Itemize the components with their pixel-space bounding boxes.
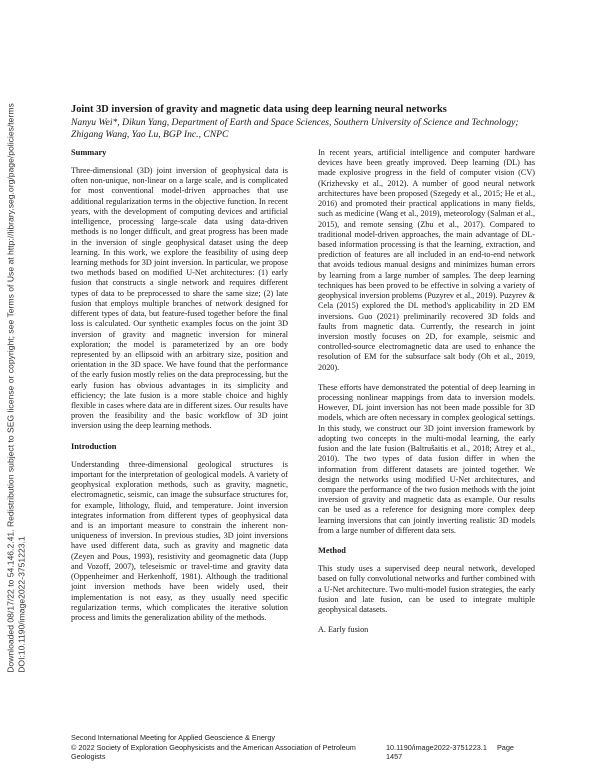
- left-column: [71, 148, 288, 633]
- download-doi-line: DOI:10.1190/image2022-3751223.1: [16, 536, 26, 673]
- paper-authors: Nanyu Wei*, Dikun Yang, Department of Earth and Space Sciences, Southern University of Science and Technology; Zhigang Wang, Yao Lu, BGP Inc., CNPC: [71, 117, 519, 141]
- download-license-line: Downloaded 08/17/22 to 54.146.2.41. Redistribution subject to SEG license or copyright; see Terms of Use at http://library.seg.org/page/policies/terms: [5, 103, 16, 673]
- download-sidebar: [3, 0, 29, 776]
- intro-paragraph-2: In recent years, artificial intelligence and computer hardware devices have been greatly improved. Deep learning (DL) has made explosive progress in the field of computer vision (CV) (Krizhevsky et al., 2012). A number of good neural network architectures have been proposed (Szegedy et al., 2015; He et al., 2016) and promoted their practical applications in many fields, such as medicine (Wang et al., 2019), meteorology (Salman et al., 2015), and remote sensing (Zhu et al., 2017). Compared to traditional model-driven approaches, the main advantage of DL-based information processing is that the learning, extraction, and prediction of features are all included in an end-to-end network that avoids tedious manual designs and minimizes human errors by learning from a large number of samples. The deep learning techniques has been proved to be effective in solving a variety of geophysical inversion problems (Puzyrev et al., 2019). Puzyrev & Cela (2015) explored the DL method's applicability in 2D EM inversions. Guo (2021) preliminarily recovered 3D folds and faults from magnetic data. Currently, the research in joint inversion mostly focuses on 2D, for example, seismic and controlled-source electromagnetic data are used to enhance the resolution of EM for the subsurface salt body (Oh et al., 2019, 2020).: [318, 148, 535, 372]
- intro-paragraph-3: These efforts have demonstrated the potential of deep learning in processing nonlinear mappings from data to inversion models. However, DL joint inversion has not been made possible for 3D models, which are often necessary in complex geological settings. In this study, we construct our 3D joint inversion framework by adopting two concepts in the multi-modal learning, the early fusion and the late fusion (Baltrušaitis et al., 2018; Atrey et al., 2010). The two types of data fusion differ in when the information from different datasets are jointed together. We design the networks using modified U-Net architectures, and compare the performance of the two fusion methods with the joint inversion of gravity and magnetic data as example. Our results can be used as a reference for designing more complex deep learning inversions that can jointly inverting realistic 3D models from a large number of different data sets.: [318, 382, 535, 535]
- page-footer: [71, 733, 533, 762]
- early-fusion-subheading: A. Early fusion: [318, 625, 369, 635]
- introduction-paragraph: Understanding three-dimensional geological structures is important for the interpretation of geological models. A variety of geophysical exploration methods, such as gravity, magnetic, electromagnetic, seismic, can image the subsurface structures for, for example, lithology, fluid, and temperature. Joint inversion integrates information from different types of geophysical data and is an important measure to constrain the inherent non-uniqueness of inversion. In previous studies, 3D joint inversions have used different data, such as gravity and magnetic data (Zeyen and Pous, 1993), resistivity and geomagnetic data (Jupp and Vozoff, 2007), teleseismic or travel-time and gravity data (Oppenheimer and Herkenhoff, 1981). Although the traditional joint inversion methods have been widely used, their implementation is not easy, as they usually need specific regularization terms, which complicates the iterative solution process and limits the generalization ability of the methods.: [71, 459, 288, 622]
- page-number: 1457: [386, 752, 403, 762]
- method-paragraph: This study uses a supervised deep neural network, developed based on fully convolutional networks and further combined with a U-Net architecture. Two multi-model fusion strategies, the early fusion and late fusion, can be used to integrate multiple geophysical datasets.: [318, 564, 535, 614]
- summary-heading: Summary: [71, 148, 107, 157]
- paper-title: Joint 3D inversion of gravity and magnetic data using deep learning neural networks: [71, 104, 447, 115]
- summary-paragraph: Three-dimensional (3D) joint inversion of geophysical data is often non-unique, non-linear on a large scale, and is complicated for most conventional model-driven approaches that use additional regularization terms in the objective function. In recent years, with the development of computing devices and artificial intelligence, processing large-scale data using data-driven methods is no longer difficult, and great progress has been made in the inversion of single geophysical dataset using the deep learning. In this work, we explore the feasibility of using deep learning methods for 3D joint inversion. In particular, we propose two methods based on modified U-Net architectures: (1) early fusion that constructs a single network and requires different types of data to be preprocessed to share the same size; (2) late fusion that employs multiple branches of network designed for different types of data, but feature-fused together before the final loss is calculated. Our synthetic examples focus on the joint 3D inversion of gravity and magnetic inversion for mineral exploration; the model is parameterized by an ore body represented by an ellipsoid with an arbitrary size, position and orientation in the 3D space. We have found that the performance of the early fusion mostly relies on the data preprocessing, but the early fusion has obvious advantages in its simplicity and efficiency; the late fusion is a more stable choice and highly flexible in cases where data are in different sizes. Our results have proven the feasibility and the basic workflow of 3D joint inversion using the deep learning methods.: [71, 166, 288, 431]
- footer-right: [378, 743, 533, 762]
- download-notice: [6, 103, 27, 673]
- page-label: Page: [496, 742, 514, 752]
- right-column: [318, 148, 535, 645]
- conference-name: Second International Meeting for Applied Geoscience & Energy: [71, 733, 276, 742]
- footer-doi: 10.1190/image2022-3751223.1: [386, 742, 487, 752]
- method-heading: Method: [318, 546, 346, 556]
- introduction-heading: Introduction: [71, 441, 117, 451]
- copyright-notice: © 2022 Society of Exploration Geophysicists and the American Association of Petroleum Geologists: [71, 742, 356, 762]
